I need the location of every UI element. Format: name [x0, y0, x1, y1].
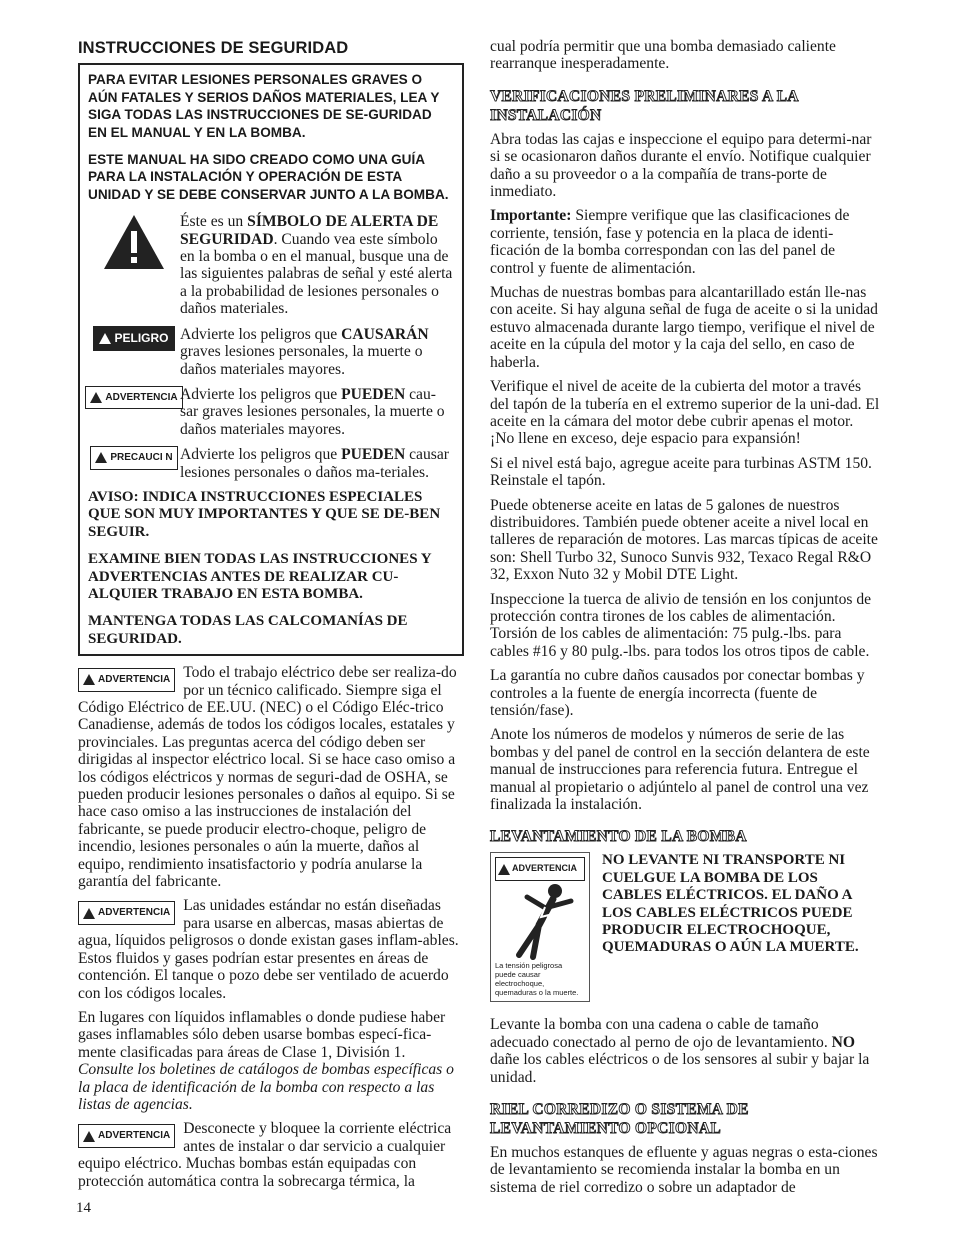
advertencia-badge: ADVERTENCIA: [78, 901, 175, 924]
advertencia-badge: ADVERTENCIA: [78, 1124, 175, 1147]
aviso-text: AVISO: INDICA INSTRUCCIONES ESPECIALES QUE SON MUY IMPORTANTES Y QUE SE DE-BEN SEGUIR.: [88, 488, 441, 540]
standard-units-paragraph: ADVERTENCIA Las unidades estándar no están diseñadas para usarse en albercas, masas abiertas de agua, líquidos peligrosos o donde existan gases inflam-ables. Estos fluidos y gases podrían estar presentes en áreas de contención. El tanque o pozo debe ser ventilado de acuerdo con los códigos locales.: [78, 897, 459, 1002]
left-column: [78, 38, 464, 1197]
oil-source-paragraph: Puede obtenerse aceite en latas de 5 galones de nuestros distribuidores. También puede obtener aceite a nivel local en talleres de reparación de motores. Las marcas típicas de aceite son: Shell Turbo 32, Sunoco Sunvis 932, Texaco Regal R&O 32, Exxon Nuto 32 y Mobil DTE Light.: [490, 496, 878, 584]
precaucion-badge: PRECAUCI N: [90, 446, 177, 469]
advertencia-badge: ADVERTENCIA: [85, 386, 182, 409]
box-warning-1: PARA EVITAR LESIONES PERSONALES GRAVES O AÚN FATALES Y SERIOS DAÑOS MATERIALES, LEA Y SIGA TODAS LAS INSTRUCCIONES DE SE-GURIDAD EN EL MANUAL Y EN LA BOMBA.: [88, 72, 440, 140]
lifting-warning-text: NO LEVANTE NI TRANSPORTE NI CUELGUE LA BOMBA DE LOS CABLES ELÉCTRICOS. EL DAÑO A LOS CABLES ELÉCTRICOS PUEDE PRODUCIR ELECTROCHOQUE, QUEMADURAS O AÚN LA MUERTE.: [602, 852, 859, 956]
warranty-paragraph: La garantía no cubre daños causados por conectar bombas y controles a la fuente de energía incorrecta (fuente de tensión/fase).: [490, 667, 865, 719]
mantenga-text: MANTENGA TODAS LAS CALCOMANÍAS DE SEGURIDAD.: [88, 613, 408, 647]
record-numbers-paragraph: Anote los números de modelos y números de serie de las bombas y del panel de control en la sección delantera de este manual de instrucciones para referencia futura. Entregue el manual al propietario o adjúntelo al panel de control una vez finalizada la instalación.: [490, 726, 870, 814]
oil-filled-paragraph: Muchas de nuestras bombas para alcantarillado están lle-nas con aceite. Si hay alguna señal de fuga de aceite o si la unidad estuvo almacenada durante largo tiempo, verifique el nivel de aceite en la cúpula del motor y la caja del sello, en caso de haberla.: [490, 284, 878, 371]
page-number: 14: [76, 1200, 91, 1216]
oil-level-paragraph: Verifique el nivel de aceite de la cubierta del motor a través del tapón de la tubería en el extremo superior de la uni-dad. El aceite en la cámara del motor debe cubrir apenas el motor. ¡No llene en exceso, deje espacio para expansión!: [490, 378, 880, 448]
alert-text-b: SÍMBOLO DE ALERTA DE SEGURIDAD: [180, 213, 439, 248]
warning-triangle-icon: [83, 1131, 95, 1142]
warning-triangle-icon: [83, 908, 95, 919]
disconnect-paragraph: ADVERTENCIA Desconecte y bloquee la corriente eléctrica antes de instalar o dar servicio a cualquier equipo eléctrico. Muchas bombas están equipadas con protección automática contra la sobrecarga térmica, la: [78, 1120, 452, 1190]
electrocution-icon: [499, 877, 581, 961]
peligro-row: PELIGRO Advierte los peligros que CAUSARÁN graves lesiones personales, la muerte o daños materiales mayores.: [88, 326, 454, 378]
section-heading: INSTRUCCIONES DE SEGURIDAD: [78, 39, 349, 57]
strain-relief-paragraph: Inspeccione la tuerca de alivio de tensión en los conjuntos de protección contra tirones de los cables de alimentación. Torsión de los cables de alimentación: 75 pulg.-lbs. para cables #16 y 80 pulg.-lbs. para todos los otros tipos de cable.: [490, 590, 872, 660]
lifting-warning: [490, 852, 880, 1002]
low-oil-paragraph: Si el nivel está bajo, agregue aceite para turbinas ASTM 150. Reinstale el tapón.: [490, 454, 872, 490]
advertencia-badge: ADVERTENCIA: [78, 668, 175, 691]
warning-triangle-icon: [90, 392, 102, 403]
alert-text-c: . Cuando vea este símbolo en la bomba o en el manual, busque una de las siguientes palabras de señal y esté alerta a la probabilidad de lesiones personales o daños materiales.: [180, 230, 453, 318]
decal-caption: La tensión peligrosa puede causar electrochoque, quemaduras o la muerte.: [495, 961, 579, 998]
electrical-paragraph: ADVERTENCIA Todo el trabajo eléctrico debe ser realiza-do por un técnico calificado. Siempre siga el Código Eléctrico de EE.UU. (NEC) o el Código Eléc-trico Canadiense, además de todos los códigos locales, estatales y provinciales. Las preguntas acerca del código deben ser dirigidas al inspector eléctrico local. Si se hace caso omiso a los códigos eléctricos y normas de seguri-dad de OSHA, se pueden producir lesiones personales o daños al equipo. Si se hace caso omiso a las instrucciones de instalación del fabricante, se puede producir electro-choque, peligro de incendio, lesiones personales o aún la muerte, daños al equipo, rendimiento insatisfactorio y podría anularse la garantía del fabricante.: [78, 664, 457, 891]
rail-system-heading: RIEL CORREDIZO O SISTEMA DE LEVANTAMIENTO OPCIONAL: [490, 1101, 749, 1138]
safety-box: [78, 63, 464, 656]
precaucion-row: PRECAUCI N Advierte los peligros que PUEDEN causar lesiones personales o daños ma-teriales.: [88, 446, 454, 481]
right-column: [490, 38, 880, 1203]
warning-triangle-icon: [498, 864, 510, 875]
flammable-paragraph: En lugares con líquidos inflamables o donde pudiese haber gases inflamables sólo deben usarse bombas especí-fica-mente clasificadas para áreas de Clase 1, División 1. Consulte los boletines de catálogos de bombas específicas o la placa de identificación de la bomba con respecto a las listas de agencias.: [78, 1008, 454, 1113]
warning-triangle-icon: [95, 452, 107, 463]
lifting-paragraph: Levante la bomba con una cadena o cable de tamaño adecuado conectado al perno de ojo de levantamiento. NO dañe los cables eléctricos o de los sensores al subir y bajar la unidad.: [490, 1016, 870, 1086]
peligro-badge: PELIGRO: [93, 326, 174, 351]
important-paragraph: Importante: Siempre verifique que las clasificaciones de corriente, tensión, fase y potencia en la placa de identi-ficación de la bomba correspondan con las del panel de control y fuente de alimentación.: [490, 207, 850, 277]
inspect-paragraph: Abra todas las cajas e inspeccione el equipo para determi-nar si se ocasionaron daños durante el envío. Notifique cualquier daño a su proveedor o a la compañía de trans-porte de inmediato.: [490, 130, 872, 201]
advertencia-row: ADVERTENCIA Advierte los peligros que PUEDEN cau-sar graves lesiones personales, la muerte o daños materiales mayores.: [88, 386, 454, 438]
preliminary-checks-heading: VERIFICACIONES PRELIMINARES A LA INSTALACIÓN: [490, 87, 799, 124]
alert-text-a: Éste es un: [180, 213, 248, 231]
alert-triangle-icon: [102, 213, 166, 271]
continued-paragraph: cual podría permitir que una bomba demasiado caliente rearranque inesperadamente.: [490, 38, 836, 73]
box-warning-2: ESTE MANUAL HA SIDO CREADO COMO UNA GUÍA PARA LA INSTALACIÓN Y OPERACIÓN DE ESTA UNIDAD Y SE DEBE CONSERVAR JUNTO A LA BOMBA.: [88, 152, 449, 202]
examine-text: EXAMINE BIEN TODAS LAS INSTRUCCIONES Y ADVERTENCIAS ANTES DE REALIZAR CU-ALQUIER TRABAJO EN ESTA BOMBA.: [88, 551, 432, 602]
left-body: [78, 664, 464, 1190]
warning-triangle-icon: [99, 333, 111, 344]
warning-triangle-icon: [83, 674, 95, 685]
rail-paragraph: En muchos estanques de efluente y aguas negras o esta-ciones de levantamiento se recomienda instalar la bomba en un sistema de riel corredizo o sobre un adaptador de: [490, 1144, 878, 1196]
electrocution-decal: ADVERTENCIA La tensión peligrosa puede causar electrochoque, quemaduras o la muerte.: [490, 852, 590, 1002]
lifting-heading: LEVANTAMIENTO DE LA BOMBA: [490, 828, 747, 846]
alert-symbol-row: [88, 213, 454, 317]
